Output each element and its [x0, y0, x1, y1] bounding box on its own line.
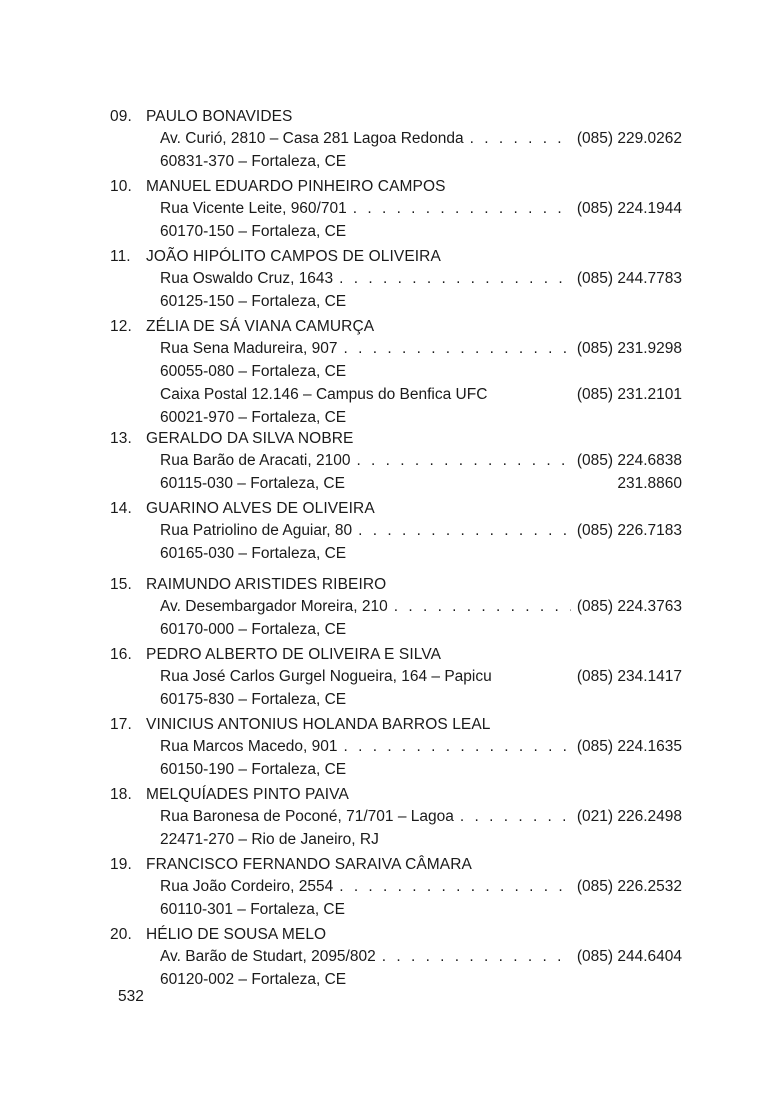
address-text: 22471-270 – Rio de Janeiro, RJ — [160, 831, 379, 848]
address-text: 60120-002 – Fortaleza, CE — [160, 971, 347, 988]
entry-number: 16. — [110, 646, 132, 663]
entry-heading — [110, 316, 682, 337]
address-text: Rua Baronesa de Poconé, 71/701 – Lagoa — [160, 808, 454, 825]
directory-entry — [110, 498, 682, 565]
address-line — [160, 519, 682, 542]
entry-name: MANUEL EDUARDO PINHEIRO CAMPOS — [146, 178, 446, 195]
directory-entry — [110, 246, 682, 313]
address-text: Av. Desembargador Moreira, 210 — [160, 598, 388, 615]
address-text: 60115-030 – Fortaleza, CE — [160, 475, 345, 492]
address-line — [160, 735, 682, 758]
address-text: Av. Curió, 2810 – Casa 281 Lagoa Redonda — [160, 130, 464, 147]
address-text: Rua João Cordeiro, 2554 — [160, 878, 334, 895]
address-line — [160, 618, 682, 641]
entry-heading — [110, 428, 682, 449]
address-line — [160, 828, 682, 851]
entry-heading — [110, 924, 682, 945]
address-line — [160, 197, 682, 220]
phone-number: (085) 224.3763 — [576, 598, 682, 615]
spacer — [346, 406, 682, 429]
dot-leader — [353, 197, 571, 220]
address-line — [160, 758, 682, 781]
spacer — [346, 758, 682, 781]
address-text: Rua José Carlos Gurgel Nogueira, 164 – Papicu — [160, 668, 492, 685]
dot-leader — [470, 127, 571, 150]
entry-heading — [110, 246, 682, 267]
address-text: 60021-970 – Fortaleza, CE — [160, 409, 347, 426]
entry-number: 20. — [110, 926, 132, 943]
directory-entry — [110, 854, 682, 921]
phone-number: (085) 234.1417 — [576, 668, 682, 685]
spacer — [345, 898, 682, 921]
entry-number: 09. — [110, 108, 132, 125]
address-text: Rua Oswaldo Cruz, 1643 — [160, 270, 334, 287]
entry-number: 19. — [110, 856, 132, 873]
address-line — [160, 472, 682, 495]
directory-entry — [110, 106, 682, 173]
address-line — [160, 337, 682, 360]
phone-number: (085) 244.6404 — [576, 948, 682, 965]
directory-entry — [110, 924, 682, 991]
spacer — [345, 472, 617, 495]
entry-number: 15. — [110, 576, 132, 593]
address-text: Caixa Postal 12.146 – Campus do Benfica UFC — [160, 386, 488, 403]
phone-number: (021) 226.2498 — [576, 808, 682, 825]
dot-leader — [394, 595, 571, 618]
address-line — [160, 875, 682, 898]
directory-entry — [110, 316, 682, 429]
address-text: Rua Marcos Macedo, 901 — [160, 738, 338, 755]
spacer — [492, 665, 577, 688]
address-text: 60831-370 – Fortaleza, CE — [160, 153, 347, 170]
address-text: 60175-830 – Fortaleza, CE — [160, 691, 347, 708]
address-text: 60125-150 – Fortaleza, CE — [160, 293, 347, 310]
spacer — [346, 290, 682, 313]
spacer — [379, 828, 682, 851]
address-line — [160, 665, 682, 688]
dot-leader — [344, 337, 571, 360]
directory-entry — [110, 176, 682, 243]
entry-heading — [110, 106, 682, 127]
spacer — [346, 220, 682, 243]
spacer — [346, 542, 682, 565]
address-line — [160, 267, 682, 290]
dot-leader — [339, 267, 571, 290]
address-text: Rua Vicente Leite, 960/701 — [160, 200, 347, 217]
address-text: 60170-000 – Fortaleza, CE — [160, 621, 347, 638]
phone-number: (085) 231.9298 — [576, 340, 682, 357]
entry-name: PAULO BONAVIDES — [146, 108, 293, 125]
directory-entry — [110, 784, 682, 851]
address-line — [160, 688, 682, 711]
address-text: Av. Barão de Studart, 2095/802 — [160, 948, 376, 965]
spacer — [487, 383, 576, 406]
address-text: 60055-080 – Fortaleza, CE — [160, 363, 347, 380]
entry-heading — [110, 854, 682, 875]
entry-number: 14. — [110, 500, 132, 517]
address-line — [160, 968, 682, 991]
dot-leader — [382, 945, 571, 968]
directory-entry — [110, 428, 682, 495]
entry-name: JOÃO HIPÓLITO CAMPOS DE OLIVEIRA — [146, 248, 441, 265]
phone-number: (085) 224.6838 — [576, 452, 682, 469]
entry-number: 10. — [110, 178, 132, 195]
entry-heading — [110, 176, 682, 197]
address-line — [160, 945, 682, 968]
entry-number: 12. — [110, 318, 132, 335]
entry-name: HÉLIO DE SOUSA MELO — [146, 926, 327, 943]
entry-name: VINICIUS ANTONIUS HOLANDA BARROS LEAL — [146, 716, 491, 733]
directory-entry — [110, 714, 682, 781]
address-line — [160, 542, 682, 565]
entry-name: FRANCISCO FERNANDO SARAIVA CÂMARA — [146, 856, 472, 873]
entry-heading — [110, 714, 682, 735]
entry-heading — [110, 644, 682, 665]
entry-name: ZÉLIA DE SÁ VIANA CAMURÇA — [146, 318, 375, 335]
dot-leader — [356, 449, 570, 472]
entry-name: RAIMUNDO ARISTIDES RIBEIRO — [146, 576, 387, 593]
entry-name: GUARINO ALVES DE OLIVEIRA — [146, 500, 375, 517]
address-line — [160, 360, 682, 383]
entry-number: 11. — [110, 248, 131, 265]
directory-entry — [110, 644, 682, 711]
address-line — [160, 290, 682, 313]
dot-leader — [358, 519, 571, 542]
phone-number: (085) 244.7783 — [576, 270, 682, 287]
spacer — [346, 360, 682, 383]
address-text: 60170-150 – Fortaleza, CE — [160, 223, 347, 240]
entry-number: 13. — [110, 430, 132, 447]
phone-number: 231.8860 — [617, 475, 682, 492]
address-line — [160, 805, 682, 828]
entry-name: MELQUÍADES PINTO PAIVA — [146, 786, 349, 803]
address-text: Rua Sena Madureira, 907 — [160, 340, 338, 357]
dot-leader — [343, 735, 570, 758]
phone-number: (085) 231.2101 — [576, 386, 682, 403]
spacer — [346, 618, 682, 641]
address-line — [160, 150, 682, 173]
address-line — [160, 220, 682, 243]
phone-number: (085) 224.1635 — [576, 738, 682, 755]
entry-name: GERALDO DA SILVA NOBRE — [146, 430, 354, 447]
address-line — [160, 898, 682, 921]
phone-number: (085) 229.0262 — [576, 130, 682, 147]
entry-heading — [110, 784, 682, 805]
entry-heading — [110, 574, 682, 595]
address-line — [160, 449, 682, 472]
address-line — [160, 406, 682, 429]
entry-heading — [110, 498, 682, 519]
spacer — [346, 968, 682, 991]
dot-leader — [339, 875, 571, 898]
address-line — [160, 383, 682, 406]
spacer — [346, 150, 682, 173]
phone-number: (085) 224.1944 — [576, 200, 682, 217]
dot-leader — [460, 805, 571, 828]
address-text: 60150-190 – Fortaleza, CE — [160, 761, 347, 778]
page-number: 532 — [118, 988, 144, 1005]
phone-number: (085) 226.7183 — [576, 522, 682, 539]
address-text: Rua Patriolino de Aguiar, 80 — [160, 522, 353, 539]
address-text: Rua Barão de Aracati, 2100 — [160, 452, 351, 469]
spacer — [346, 688, 682, 711]
entry-name: PEDRO ALBERTO DE OLIVEIRA E SILVA — [146, 646, 442, 663]
phone-number: (085) 226.2532 — [576, 878, 682, 895]
address-text: 60165-030 – Fortaleza, CE — [160, 545, 347, 562]
directory-entry — [110, 574, 682, 641]
address-line — [160, 595, 682, 618]
entry-number: 17. — [110, 716, 132, 733]
address-line — [160, 127, 682, 150]
address-text: 60110-301 – Fortaleza, CE — [160, 901, 345, 918]
entry-number: 18. — [110, 786, 132, 803]
